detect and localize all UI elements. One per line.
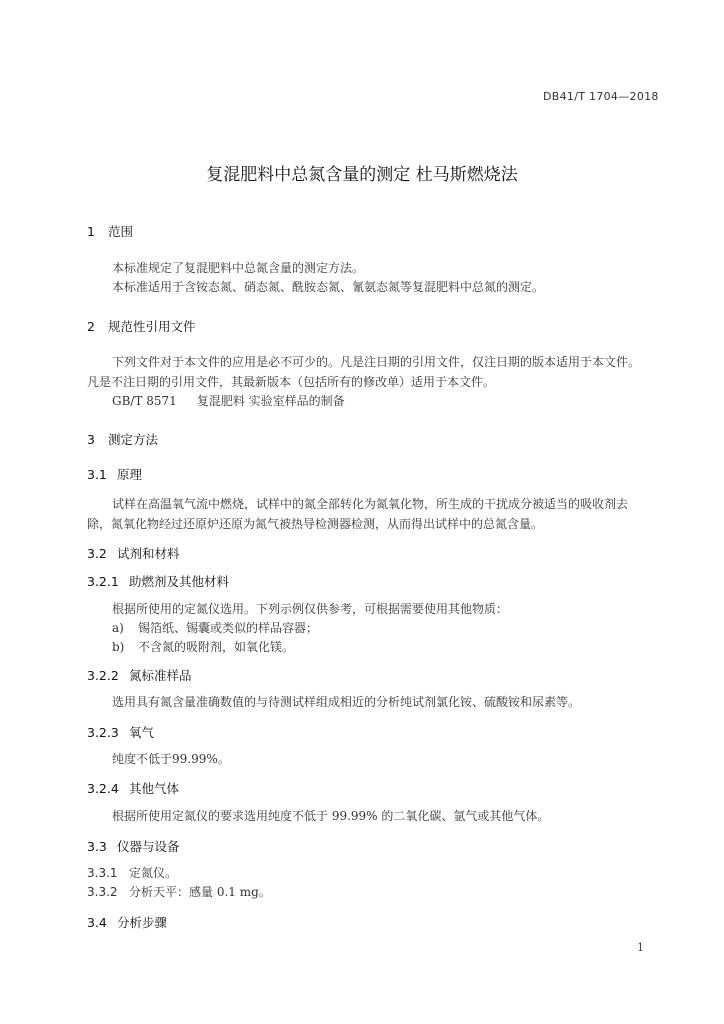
section-number: 1 — [87, 224, 95, 239]
reference-code: GB/T 8571 — [112, 394, 177, 408]
section-number: 3.2.2 — [87, 668, 119, 683]
section-title: 仪器与设备 — [117, 839, 180, 854]
section-number: 3 — [87, 432, 95, 447]
section-3-heading — [87, 430, 158, 448]
section-number: 3.2.3 — [87, 725, 119, 740]
list-text: 不含氮的吸附剂，如氧化镁。 — [138, 640, 295, 654]
paragraph: 本标准适用于含铵态氮、硝态氮、酰胺态氮、氰氨态氮等复混肥料中总氮的测定。 — [112, 280, 545, 294]
section-number: 3.2.1 — [87, 574, 119, 589]
section-3-4-heading — [87, 913, 167, 931]
list-item — [87, 864, 177, 881]
section-title: 规范性引用文件 — [108, 319, 196, 334]
section-2-heading — [87, 317, 196, 335]
reference-title: 复混肥料 实验室样品的制备 — [196, 394, 345, 408]
item-number: 3.3.2 — [87, 885, 118, 899]
section-title: 范围 — [108, 224, 134, 239]
paragraph: 纯度不低于99.99%。 — [112, 752, 230, 766]
document-number: DB41/T 1704—2018 — [543, 90, 659, 103]
paragraph: 下列文件对于本文件的应用是必不可少的。凡是注日期的引用文件，仅注日期的版本适用于本文件。 — [112, 355, 641, 369]
item-number: 3.3.1 — [87, 866, 118, 880]
section-title: 分析步骤 — [117, 915, 168, 930]
list-item — [112, 619, 318, 636]
paragraph: 本标准规定了复混肥料中总氮含量的测定方法。 — [112, 261, 365, 275]
section-3-2-heading — [87, 544, 180, 562]
list-marker: b) — [112, 640, 125, 654]
paragraph-continued: 凡是不注日期的引用文件，其最新版本（包括所有的修改单）适用于本文件。 — [87, 375, 496, 389]
section-title: 助燃剂及其他材料 — [129, 574, 230, 589]
section-title: 其他气体 — [129, 781, 180, 796]
section-3-2-1-heading — [87, 572, 229, 590]
section-number: 3.1 — [87, 467, 107, 482]
section-title: 氮标准样品 — [129, 668, 192, 683]
item-text: 定氮仪。 — [129, 866, 178, 880]
item-text: 分析天平：感量 0.1 mg。 — [129, 885, 271, 899]
section-1-heading — [87, 222, 133, 240]
paragraph: 根据所使用的定氮仪选用。下列示例仅供参考，可根据需要使用其他物质： — [112, 602, 509, 616]
section-3-2-2-heading — [87, 666, 192, 684]
document-title: 复混肥料中总氮含量的测定 杜马斯燃烧法 — [206, 165, 518, 185]
paragraph: 根据所使用定氮仪的要求选用纯度不低于 99.99% 的二氧化碳、氩气或其他气体。 — [112, 809, 550, 823]
section-3-2-4-heading — [87, 779, 179, 797]
paragraph: 试样在高温氧气流中燃烧，试样中的氮全部转化为氮氧化物，所生成的干扰成分被适当的吸收剂去 — [112, 497, 629, 511]
paragraph-continued: 除，氮氧化物经过还原炉还原为氮气被热导检测器检测，从而得出试样中的总氮含量。 — [87, 517, 544, 531]
list-item — [87, 883, 271, 900]
normative-reference — [112, 392, 345, 409]
list-text: 锡箔纸、锡囊或类似的样品容器； — [138, 621, 319, 635]
section-number: 3.2 — [87, 546, 107, 561]
section-number: 2 — [87, 319, 95, 334]
paragraph: 选用具有氮含量准确数值的与待测试样组成相近的分析纯试剂氯化铵、硫酸铵和尿素等。 — [112, 695, 581, 709]
section-title: 测定方法 — [108, 432, 159, 447]
list-item — [112, 638, 294, 655]
section-number: 3.2.4 — [87, 781, 119, 796]
section-title: 氧气 — [129, 725, 155, 740]
section-3-3-heading — [87, 837, 180, 855]
section-3-1-heading — [87, 465, 142, 483]
section-3-2-3-heading — [87, 723, 154, 741]
section-title: 原理 — [117, 467, 143, 482]
section-number: 3.3 — [87, 839, 107, 854]
section-title: 试剂和材料 — [117, 546, 180, 561]
page-number: 1 — [637, 941, 644, 954]
list-marker: a) — [112, 621, 124, 635]
section-number: 3.4 — [87, 915, 107, 930]
